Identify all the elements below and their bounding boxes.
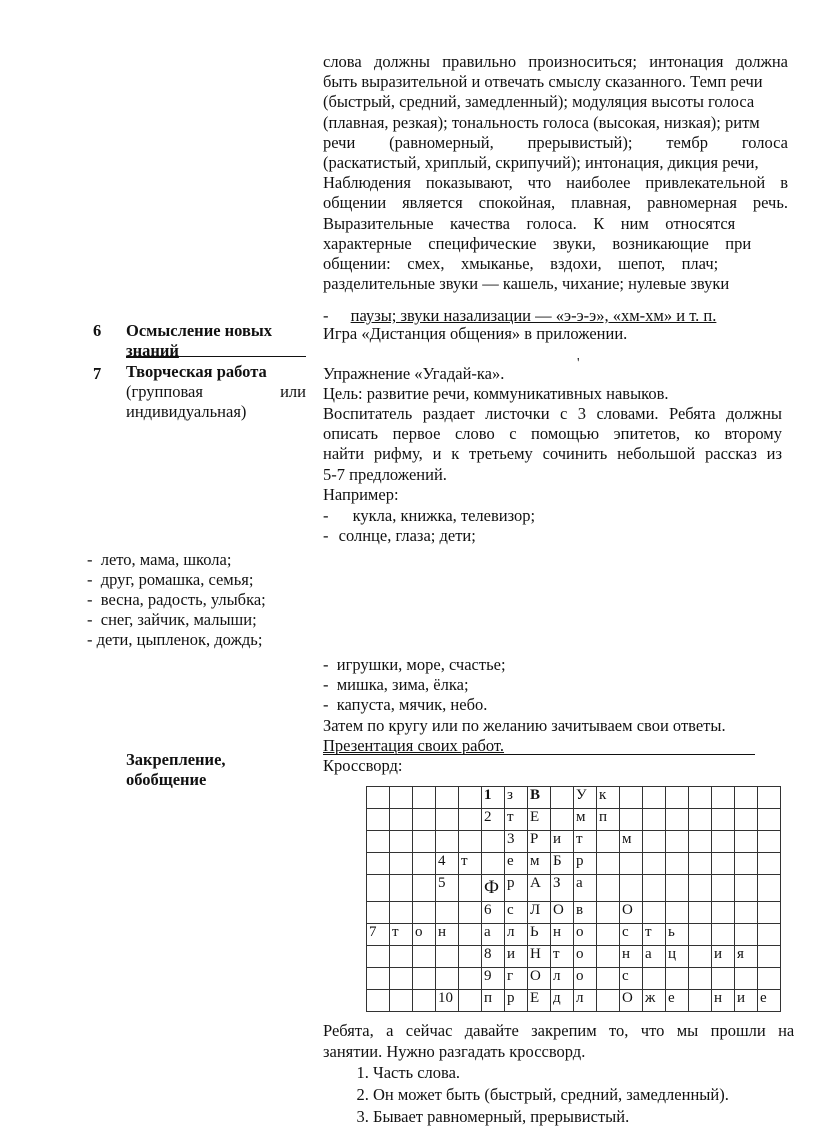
row-number-7: 7 [93, 364, 102, 383]
crossword-cell [735, 968, 758, 990]
crossword-cell [735, 809, 758, 831]
crossword-cell [758, 924, 781, 946]
question-item: 1. Часть слова. [373, 1062, 729, 1084]
crossword-cell [689, 946, 712, 968]
crossword-cell [597, 902, 620, 924]
crossword-cell [758, 853, 781, 875]
crossword-cell: д [551, 990, 574, 1012]
left-word-list [87, 550, 266, 650]
crossword-cell [482, 853, 505, 875]
crossword-cell: и [735, 990, 758, 1012]
closing-paragraph [323, 1020, 795, 1062]
crossword-cell: ж [643, 990, 666, 1012]
crossword-cell: и [712, 946, 735, 968]
crossword-cell [689, 968, 712, 990]
crossword-cell [597, 875, 620, 902]
crossword-cell [643, 809, 666, 831]
crossword-cell: 10 [436, 990, 459, 1012]
crossword-cell [712, 924, 735, 946]
list-item: - друг, ромашка, семья; [87, 570, 254, 589]
crossword-cell [689, 990, 712, 1012]
crossword-cell: а [643, 946, 666, 968]
crossword-cell [666, 902, 689, 924]
dash: - [323, 506, 329, 525]
crossword-cell: а [482, 924, 505, 946]
crossword-cell: р [505, 990, 528, 1012]
crossword-cell [413, 809, 436, 831]
paragraph-line: (быстрый, средний, замедленный); модуляция высоты голоса [323, 92, 755, 112]
crossword-cell [712, 968, 735, 990]
row7-subtitle-line: индивидуальная) [126, 402, 247, 421]
paragraph-line: слова должны правильно произноситься; интонация должна [323, 52, 788, 71]
crossword-cell [758, 831, 781, 853]
example-label: Например: [323, 485, 399, 504]
dash: - [323, 306, 329, 325]
crossword-cell [735, 924, 758, 946]
crossword-cell: 6 [482, 902, 505, 924]
crossword-cell [367, 968, 390, 990]
crossword-cell [620, 787, 643, 809]
crossword-cell [712, 787, 735, 809]
presentation-underline [323, 754, 755, 755]
crossword-cell: 5 [436, 875, 459, 902]
crossword-cell [551, 809, 574, 831]
exercise-description [323, 404, 782, 485]
crossword-cell [413, 831, 436, 853]
crossword-cell: Л [528, 902, 551, 924]
crossword-cell [689, 787, 712, 809]
crossword-label: Кроссворд: [323, 756, 403, 775]
crossword-cell [459, 968, 482, 990]
dash: - [323, 526, 329, 545]
crossword-cell [459, 787, 482, 809]
crossword-cell: з [505, 787, 528, 809]
crossword-cell: О [620, 990, 643, 1012]
crossword-cell [436, 946, 459, 968]
crossword-cell: м [620, 831, 643, 853]
question-item: 2. Он может быть (быстрый, средний, замедленный). [373, 1084, 729, 1106]
paragraph-line: быть выразительной и отвечать смыслу сказанного. Темп речи [323, 72, 763, 92]
crossword-cell [712, 875, 735, 902]
crossword-cell [643, 831, 666, 853]
crossword-cell [689, 831, 712, 853]
list-item: - капуста, мячик, небо. [323, 695, 488, 714]
crossword-cell: 9 [482, 968, 505, 990]
crossword-grid [366, 786, 781, 1012]
crossword-cell [390, 831, 413, 853]
crossword-cell [643, 853, 666, 875]
crossword-row [367, 875, 781, 902]
crossword-cell: ь [666, 924, 689, 946]
crossword-cell: Е [528, 990, 551, 1012]
crossword-cell [758, 809, 781, 831]
paragraph-line: общении является спокойная, плавная, равномерная речь. [323, 193, 788, 213]
crossword-row [367, 990, 781, 1012]
consolidation-title [126, 750, 226, 790]
crossword-row [367, 946, 781, 968]
crossword-cell [367, 809, 390, 831]
paragraph-line: общении: смех, хмыканье, вздохи, шепот, плач; [323, 254, 719, 274]
crossword-cell: н [620, 946, 643, 968]
crossword-cell: е [666, 990, 689, 1012]
crossword-cell: ц [666, 946, 689, 968]
crossword-row [367, 902, 781, 924]
crossword-cell: н [712, 990, 735, 1012]
crossword-cell: я [735, 946, 758, 968]
crossword-cell [597, 853, 620, 875]
crossword-cell [413, 875, 436, 902]
crossword-cell: л [574, 990, 597, 1012]
crossword-cell [712, 853, 735, 875]
crossword-cell: к [597, 787, 620, 809]
consolidation-line: обобщение [126, 770, 207, 789]
crossword-cell [712, 831, 735, 853]
crossword-cell: с [620, 924, 643, 946]
crossword-cell: с [620, 968, 643, 990]
crossword-cell [620, 853, 643, 875]
crossword-cell [367, 875, 390, 902]
crossword-cell [459, 875, 482, 902]
paragraph-line: речи (равномерный, прерывистый); тембр голоса [323, 132, 788, 152]
crossword-cell: е [505, 853, 528, 875]
crossword-cell: л [551, 968, 574, 990]
paragraph-line: (раскатистый, хриплый, скрипучий); интонация, дикция речи, [323, 153, 759, 173]
crossword-cell: в [574, 902, 597, 924]
pause-line [323, 306, 716, 326]
crossword-cell: Ф [482, 875, 505, 902]
list-item: - снег, зайчик, малыши; [87, 610, 257, 629]
row-number-6: 6 [93, 321, 102, 340]
crossword-cell: Н [528, 946, 551, 968]
crossword-cell: Р [528, 831, 551, 853]
crossword-cell [390, 968, 413, 990]
row6-title-line: Осмысление новых [126, 321, 273, 340]
crossword-cell [436, 968, 459, 990]
crossword-cell [666, 875, 689, 902]
crossword-cell: т [574, 831, 597, 853]
stray-mark: ' [577, 356, 580, 371]
paragraph-line: характерные специфические звуки, возникающие при [323, 233, 752, 253]
crossword-cell: п [482, 990, 505, 1012]
exercise-title: Упражнение «Угадай-ка». [323, 364, 505, 383]
crossword-cell [390, 787, 413, 809]
list-item: - игрушки, море, счастье; [323, 655, 506, 674]
crossword-cell [758, 968, 781, 990]
crossword-cell [735, 875, 758, 902]
crossword-cell: о [574, 924, 597, 946]
crossword-cell: З [551, 875, 574, 902]
crossword-cell [413, 853, 436, 875]
consolidation-line: Закрепление, [126, 750, 226, 769]
crossword-row [367, 787, 781, 809]
crossword-cell [666, 809, 689, 831]
crossword-cell [735, 853, 758, 875]
crossword-cell: Б [551, 853, 574, 875]
crossword-cell [367, 902, 390, 924]
row7-subtitle-part: (групповая [126, 382, 203, 401]
crossword-cell: Ь [528, 924, 551, 946]
row6-underline [126, 356, 306, 357]
crossword-cell: с [505, 902, 528, 924]
description-line: Воспитатель раздает листочки с 3 словами. Ребята должны [323, 404, 782, 423]
crossword-cell [367, 946, 390, 968]
crossword-cell [551, 787, 574, 809]
description-line: найти рифму, и к третьему сочинить небольшой рассказ из [323, 444, 782, 464]
crossword-cell: У [574, 787, 597, 809]
closing-line: занятии. Нужно разгадать кроссворд. [323, 1042, 586, 1061]
crossword-cell [367, 831, 390, 853]
crossword-cell [735, 787, 758, 809]
crossword-cell [735, 831, 758, 853]
crossword-cell [689, 924, 712, 946]
crossword-cell [758, 875, 781, 902]
crossword-row [367, 924, 781, 946]
crossword-cell [413, 902, 436, 924]
row7-subtitle-part: или [280, 382, 306, 401]
row7-title: Творческая работа [126, 362, 267, 381]
list-item: - дети, цыпленок, дождь; [87, 630, 263, 649]
crossword-cell: 8 [482, 946, 505, 968]
crossword-cell [436, 902, 459, 924]
example-text: солнце, глаза; дети; [338, 526, 476, 545]
crossword-cell [459, 831, 482, 853]
crossword-cell: О [528, 968, 551, 990]
crossword-cell: т [390, 924, 413, 946]
question-list [337, 1062, 729, 1128]
crossword-row [367, 809, 781, 831]
paragraph-line: Выразительные качества голоса. К ним относятся [323, 213, 736, 233]
crossword-cell [459, 902, 482, 924]
crossword-cell [620, 875, 643, 902]
crossword-cell: 4 [436, 853, 459, 875]
crossword-cell: т [459, 853, 482, 875]
crossword-cell [689, 853, 712, 875]
crossword-cell [712, 809, 735, 831]
crossword-cell [758, 902, 781, 924]
crossword-cell: и [551, 831, 574, 853]
row6-title-line: знаний [126, 341, 179, 360]
crossword-cell: 7 [367, 924, 390, 946]
crossword-cell: о [413, 924, 436, 946]
crossword-cell [390, 853, 413, 875]
crossword-cell: 1 [482, 787, 505, 809]
presentation-line: Презентация своих работ. [323, 736, 505, 755]
crossword-cell [459, 809, 482, 831]
crossword-cell [436, 809, 459, 831]
crossword-cell: А [528, 875, 551, 902]
crossword-cell: В [528, 787, 551, 809]
crossword-cell [436, 787, 459, 809]
example-text: кукла, книжка, телевизор; [352, 506, 536, 525]
list-item: - весна, радость, улыбка; [87, 590, 266, 609]
crossword-cell [620, 809, 643, 831]
crossword-cell [413, 946, 436, 968]
crossword-cell: е [758, 990, 781, 1012]
crossword-cell [689, 875, 712, 902]
crossword-cell [643, 902, 666, 924]
crossword-cell: а [574, 875, 597, 902]
crossword-cell [390, 902, 413, 924]
crossword-row [367, 831, 781, 853]
crossword-cell [413, 990, 436, 1012]
example-item [323, 526, 476, 546]
description-line: 5-7 предложений. [323, 464, 447, 484]
closing-line: Ребята, а сейчас давайте закрепим то, что мы прошли на [323, 1021, 795, 1040]
top-paragraph [323, 52, 788, 294]
crossword-cell: р [505, 875, 528, 902]
crossword-cell: 3 [505, 831, 528, 853]
crossword-cell [597, 831, 620, 853]
crossword-cell: м [528, 853, 551, 875]
crossword-cell [390, 875, 413, 902]
crossword-cell [666, 831, 689, 853]
crossword-cell: р [574, 853, 597, 875]
crossword-cell [758, 787, 781, 809]
example-item [323, 506, 535, 526]
paragraph-line: разделительные звуки — кашель, чихание; нулевые звуки [323, 274, 730, 294]
crossword-cell [597, 968, 620, 990]
crossword-cell [643, 968, 666, 990]
crossword-cell [390, 990, 413, 1012]
pause-text: паузы; звуки назализации — «э-э-э», «хм-хм» и т. п. [350, 306, 717, 325]
row6-title [126, 321, 272, 361]
crossword-cell: О [551, 902, 574, 924]
crossword-row [367, 968, 781, 990]
crossword-cell: Е [528, 809, 551, 831]
crossword-cell: 2 [482, 809, 505, 831]
crossword-cell [413, 787, 436, 809]
crossword-cell: т [643, 924, 666, 946]
crossword-cell [666, 853, 689, 875]
crossword-cell: г [505, 968, 528, 990]
crossword-cell [666, 968, 689, 990]
right-word-list [323, 655, 506, 715]
crossword-cell [758, 946, 781, 968]
crossword-cell: н [436, 924, 459, 946]
crossword-cell [367, 787, 390, 809]
row7-subtitle [126, 382, 306, 422]
crossword-cell [735, 902, 758, 924]
crossword-cell: о [574, 968, 597, 990]
crossword-cell [597, 946, 620, 968]
crossword-cell [413, 968, 436, 990]
row6-content: Игра «Дистанция общения» в приложении. [323, 324, 628, 343]
question-item: 3. Бывает равномерный, прерывистый. [373, 1106, 729, 1128]
crossword-cell [459, 946, 482, 968]
goal-line: Цель: развитие речи, коммуникативных навыков. [323, 384, 669, 403]
crossword-cell [482, 831, 505, 853]
crossword-cell [643, 787, 666, 809]
crossword-cell: п [597, 809, 620, 831]
crossword-cell [459, 924, 482, 946]
paragraph-line: (плавная, резкая); тональность голоса (высокая, низкая); ритм [323, 112, 760, 132]
crossword-cell [436, 831, 459, 853]
crossword-cell [689, 809, 712, 831]
crossword-cell: и [505, 946, 528, 968]
crossword-cell: т [505, 809, 528, 831]
crossword-cell: л [505, 924, 528, 946]
list-item: - мишка, зима, ёлка; [323, 675, 469, 694]
crossword-cell: т [551, 946, 574, 968]
crossword-cell [712, 902, 735, 924]
crossword-cell [367, 990, 390, 1012]
crossword-cell: о [574, 946, 597, 968]
paragraph-line: Наблюдения показывают, что наиболее привлекательной в [323, 173, 788, 193]
crossword-cell: н [551, 924, 574, 946]
crossword-cell [459, 990, 482, 1012]
crossword-cell [390, 809, 413, 831]
list-item: - лето, мама, школа; [87, 550, 232, 569]
crossword-cell [367, 853, 390, 875]
crossword-cell [597, 924, 620, 946]
crossword-cell [666, 787, 689, 809]
crossword-cell [689, 902, 712, 924]
crossword-cell [597, 990, 620, 1012]
reading-line: Затем по кругу или по желанию зачитываем свои ответы. [323, 716, 726, 735]
crossword-row [367, 853, 781, 875]
crossword-cell: О [620, 902, 643, 924]
crossword-cell [643, 875, 666, 902]
crossword-cell [390, 946, 413, 968]
crossword-cell: м [574, 809, 597, 831]
description-line: описать первое слово с помощью эпитетов, ко второму [323, 424, 782, 444]
